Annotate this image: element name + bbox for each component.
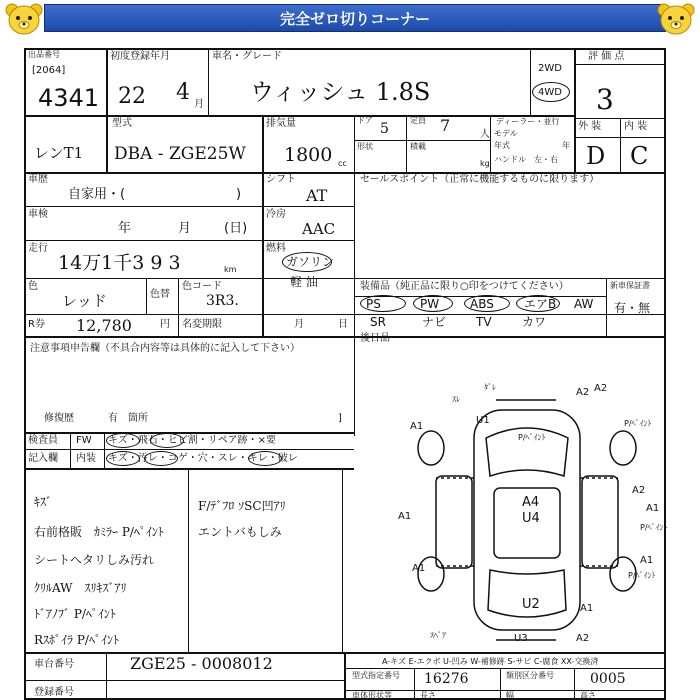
note-left-6: Rｽﾎﾟｲﾗ P/ﾍﾟｲﾝﾄ: [34, 633, 119, 647]
car-name: ウィッシュ 1.8S: [250, 78, 431, 106]
reg-label: 初度登録年月: [110, 51, 170, 62]
shift-value: AT: [306, 186, 328, 205]
note-right-2: エントバもしみ: [198, 525, 282, 539]
repair-label: 修復歴: [44, 413, 74, 424]
disp-value: 1800: [284, 144, 333, 166]
reg-month-suffix: 月: [194, 99, 204, 110]
ac-label: 冷房: [266, 209, 286, 220]
pw-circle: [413, 295, 453, 312]
mark-paint-hood: P/ﾍﾟｲﾝﾄ: [518, 433, 546, 442]
drive-2wd: 2WD: [538, 63, 562, 74]
equip-ps: PS: [366, 297, 381, 311]
fw-chip-circle: [150, 433, 184, 448]
color-value: レッド: [62, 292, 107, 310]
equip-airbag: エアB: [524, 297, 557, 311]
mark-a1-rr: A1: [640, 555, 654, 566]
record-label: 記入欄: [28, 453, 58, 464]
cap-value: 7: [440, 116, 451, 135]
model-value: DBA - ZGE25W: [114, 144, 246, 164]
usage-value: 自家用・(: [68, 187, 126, 202]
sales-label: セールスポイント（正常に機能するものに限ります）: [360, 174, 600, 185]
mark-u1: U1: [476, 415, 490, 426]
dealer-model: モデル: [494, 129, 518, 138]
color-label: 色: [28, 281, 38, 292]
repair-close: ]: [338, 413, 342, 424]
color-code-label: 色コード: [182, 281, 222, 292]
int-label: 内 装: [624, 121, 648, 132]
equip-sr: SR: [370, 315, 386, 329]
repair-has: 有: [108, 413, 118, 424]
recycle-label: R券: [28, 319, 45, 330]
inspect-day: (日): [224, 221, 248, 236]
note-right-1: F/ﾃﾞﾌﾛ ｿSC凹ｱﾘ: [198, 499, 286, 513]
notice-label: 注意事項申告欄（不具合内容等は具体的に記入して下さい）: [30, 343, 300, 354]
note-left-1: ｷｽﾞ: [34, 495, 53, 509]
drive-4wd: 4WD: [538, 87, 562, 98]
inspect-label: 車検: [28, 209, 48, 220]
chassis-value: ZGE25 - 0008012: [130, 654, 273, 673]
reg-year: 22: [118, 84, 146, 109]
int-stain-circle: [144, 451, 178, 466]
equip-aw: AW: [574, 297, 594, 311]
checker-fw: FW: [76, 435, 92, 446]
bottom-label-1: 車体形状等: [352, 691, 392, 700]
car-label: 車名・グレード: [212, 51, 282, 62]
mark-spare: ｽﾍﾟｱ: [430, 631, 446, 640]
fuel-gas: ガソリン: [286, 255, 335, 269]
door-value: 5: [380, 121, 389, 137]
lot-label: 出品番号: [28, 50, 60, 59]
equip-pw: PW: [420, 297, 440, 311]
lot-sub: [2064]: [32, 65, 66, 76]
mark-a1-rear: A1: [580, 603, 594, 614]
record-interior: 内装: [76, 453, 96, 464]
int-wear-circle: [248, 451, 282, 466]
note-left-5: ﾄﾞｱﾉﾌﾞ P/ﾍﾟｲﾝﾄ: [34, 607, 116, 621]
checker-fw-items: キズ・飛石・ヒビ割・リペア跡・×要: [108, 435, 276, 446]
bear-mascot-icon: [656, 2, 696, 38]
mark-u2: U2: [522, 597, 540, 612]
cap-label: 定員: [410, 116, 426, 125]
spec-model-label: 型式指定番号: [352, 671, 400, 680]
mark-a1-side: A1: [398, 511, 412, 522]
mileage-unit: km: [224, 265, 237, 274]
title-change-day: 日: [338, 319, 348, 330]
spec-class-label: 類別区分番号: [506, 671, 554, 680]
disp-label: 排気量: [266, 118, 296, 129]
load-label: 積載: [410, 142, 426, 151]
grade-label: 評 価 点: [588, 51, 625, 62]
ps-circle: [360, 295, 406, 312]
banner-title: 完全ゼロ切りコーナー: [44, 4, 666, 32]
cap-unit: 人: [480, 129, 490, 140]
recycle-unit: 円: [160, 319, 170, 330]
mileage-label: 走行: [28, 243, 48, 254]
equip-new-value: 有・無: [614, 301, 651, 315]
mark-a2-top: A2: [594, 383, 608, 394]
handle-value: 左・右: [534, 155, 558, 164]
ac-value: AAC: [302, 220, 336, 238]
bottom-label-4: 高さ: [580, 691, 596, 700]
spec-class-value: 0005: [590, 671, 626, 687]
title-change-label: 名変期限: [182, 319, 222, 330]
airbag-circle: [516, 295, 560, 312]
mark-dare: ﾀﾞﾚ: [484, 383, 496, 392]
note-left-2: 右前格販 ｶﾐﾗｰ P/ﾍﾟｲﾝﾄ: [34, 525, 164, 539]
mileage-value: 14万1千3 9 3: [58, 252, 181, 274]
usage-close: ): [236, 187, 242, 202]
checker-label: 検査員: [28, 435, 58, 446]
legend-text: A-キズ E-エクボ U-凹み W-補修跡 S-サビ C-腐食 XX-交換済: [382, 657, 599, 666]
mark-a1-rl: A1: [412, 563, 426, 574]
fuel-diesel: 軽 油: [290, 275, 318, 289]
mark-paint-rr: P/ﾍﾟｲﾝﾄ: [628, 571, 656, 580]
reg-month: 4: [176, 80, 190, 105]
handle-label: ハンドル: [494, 155, 526, 164]
equip-label: 装備品（純正品に限り○印をつけてください）: [360, 281, 569, 292]
fuel-label: 燃料: [266, 243, 286, 254]
int-grade: C: [630, 142, 649, 170]
shift-label: シフト: [266, 174, 296, 185]
lot-number: 4341: [38, 84, 100, 112]
bottom-label-2: 長さ: [420, 691, 436, 700]
equip-abs: ABS: [470, 297, 494, 311]
disp-unit: cc: [338, 159, 347, 168]
ext-label: 外 装: [578, 121, 602, 132]
equip-navi: ナビ: [422, 315, 447, 329]
repair-loc: 箇所: [128, 413, 148, 424]
mark-paint-side: P/ﾍﾟｲﾝﾄ: [640, 523, 668, 532]
dealer-year-suffix: 年: [562, 141, 570, 150]
ext-grade: D: [586, 142, 606, 170]
grade-value: 3: [596, 83, 614, 116]
usage-label: 車歴: [28, 174, 48, 185]
mark-u3: U3: [514, 633, 528, 644]
equip-new-label: 新車保証書: [610, 281, 650, 290]
model-label: 型式: [112, 118, 132, 129]
mark-a2-right: A2: [632, 485, 646, 496]
bear-mascot-icon: [4, 2, 44, 38]
spec-model-value: 16276: [424, 671, 469, 687]
load-unit: kg: [480, 159, 490, 168]
mark-a1-fl: A1: [410, 421, 424, 432]
rear-seat-label: 後日品: [360, 333, 390, 344]
color-code: 3R3.: [206, 293, 239, 309]
dealer-year: 年式: [494, 141, 510, 150]
note-left-3: シートへタリしみ汚れ: [34, 553, 155, 567]
inspect-year: 年: [118, 221, 132, 236]
chassis-label: 車台番号: [34, 659, 74, 670]
inspect-month: 月: [178, 221, 192, 236]
title-change-month: 月: [294, 319, 304, 330]
dealer-label: ディーラー・並行: [496, 117, 560, 126]
color-change-label: 色替: [150, 289, 170, 300]
mark-paint-fr: P/ﾍﾟｲﾝﾄ: [624, 419, 652, 428]
rental-note: レンT1: [34, 144, 84, 162]
mark-a4: A4: [522, 495, 540, 510]
int-scratch-circle: [106, 451, 140, 466]
equip-leather: カワ: [522, 315, 547, 329]
equip-tv: TV: [476, 315, 492, 329]
mark-sure: ｽﾚ: [452, 395, 460, 404]
bottom-label-3: 幅: [506, 691, 514, 700]
note-left-4: ｸﾘﾙAW ｽﾘｷｽﾞｱﾘ: [34, 581, 127, 595]
mark-a1-right: A1: [646, 503, 660, 514]
reg-no-label: 登録番号: [34, 687, 74, 698]
record-int-items: キズ・汚レ・コゲ・穴・スレ・キレ・破レ: [108, 453, 298, 464]
shape-label: 形状: [357, 142, 373, 151]
mark-a2-bottom: A2: [576, 633, 590, 644]
recycle-value: 12,780: [76, 316, 132, 335]
abs-circle: [464, 295, 510, 312]
mark-a2-top2: A2: [576, 387, 590, 398]
mark-u4: U4: [522, 511, 540, 526]
door-label: ドア: [357, 116, 373, 125]
fw-scratch-circle: [106, 433, 140, 448]
